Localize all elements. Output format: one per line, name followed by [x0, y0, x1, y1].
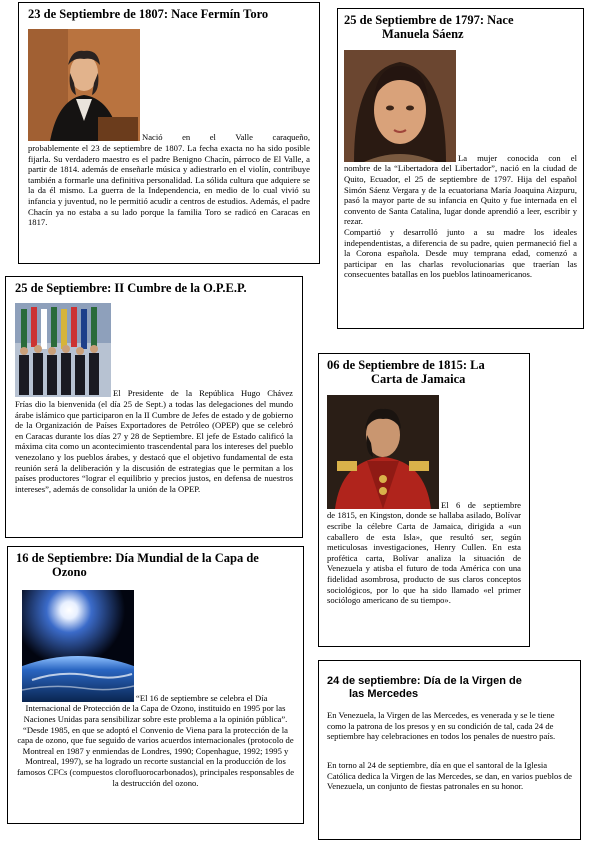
portrait-bolivar-image — [327, 395, 439, 509]
article-body: nombre de la “Libertadora del Libertador”, nació en la ciudad de Quito, Ecuador, el 25 de septiembre de 1797. Hija del español Simón Sáenz Vergara y de la ecuatoriana María Joaquina Aizpuru, pasó la mayor parte de su infancia en Quito y fue internada en el convento de Santa Catalina, lugar donde aprendió a leer, escribir y rezar. — [344, 163, 577, 227]
article-body-2: Compartió y desarrolló junto a su madre los ideales independentistas, a diferencia de su padre, quien permaneció fiel a la Corona española. Desde muy temprana edad, comenzó a participar en las charlas revolucionarias que traerían las consecuentes batallas en los pueblos latinoamericanos. — [344, 226, 577, 280]
article-title: 06 de Septiembre de 1815: La Carta de Jamaica — [327, 358, 485, 387]
article-opep-summit — [5, 276, 303, 538]
article-fermin-toro — [18, 2, 320, 264]
opep-summit-photo-image — [15, 303, 111, 397]
earth-sun-space-image — [22, 590, 134, 702]
article-virgen-mercedes — [318, 660, 581, 840]
article-body: de 1815, en Kingston, donde se hallaba asilado, Bolívar escribe la célebre Carta de Jamaica, dirigida a «un caballero de esta Isla», que resultó ser, según meticulosas investigaciones, Henry Cullen. En esta profética carta, Bolívar analiza la situación de Venezuela y atisba el futuro de toda América con una fidelidad asombrosa, producto de sus claros conceptos sociológicos, por lo que ha sido llamado «el primer sociólogo americano de su tiempo». — [327, 510, 521, 606]
article-carta-jamaica — [318, 353, 530, 647]
article-lead: El 6 de septiembre — [441, 499, 521, 510]
article-lead: El Presidente de la República Hugo Chávez — [113, 388, 293, 399]
article-ozono — [7, 546, 304, 824]
article-lead: La mujer conocida con el — [458, 152, 577, 163]
article-lead: Nació en el Valle caraqueño, — [142, 132, 310, 143]
article-paragraph-2: En torno al 24 de septiembre, día en que el santoral de la Iglesia Católica dedica la Virgen de las Mercedes, se dan, en varios pueblos de Venezuela, un conjunto de fiestas patronales en su honor. — [327, 760, 572, 792]
article-manuela-saenz — [337, 8, 584, 329]
portrait-fermin-toro-image — [28, 29, 140, 141]
article-title: 23 de Septiembre de 1807: Nace Fermín Toro — [28, 7, 269, 21]
article-title: 24 de septiembre: Día de la Virgen de las Mercedes — [327, 675, 522, 700]
article-lead: “El 16 de septiembre se celebra el Día — [136, 692, 268, 703]
article-title: 25 de Septiembre de 1797: Nace Manuela Sáenz — [344, 13, 514, 42]
article-title: 16 de Septiembre: Día Mundial de la Capa de Ozono — [16, 551, 259, 580]
article-body: Frías dio la bienvenida (el día 25 de Sept.) a todas las delegaciones del mundo árabe islámico que participaron en la II Cumbre de Jefes de estado y de gobierno de la Organización de Países Exportadores de Petróleo (OPEP) que se celebró en Caracas durante los días 27 y 28 de Septiembre. El jefe de Estado calificó la máxima cita como un acontecimiento trascendental para los intereses del pueblo venezolano y los pueblos árabes, y destacó que el objetivo fundamental de esta reunión será la deliberación y la discusión de estrategias que le permitan a los países productores “lograr el equilibrio y precios justos, en defensa de nuestros intereses”, además de consolidar la unión de la OPEP. — [15, 398, 293, 494]
portrait-manuela-saenz-image — [344, 50, 456, 162]
article-body: probablemente el 23 de septiembre de 1807. La fecha exacta no ha sido posible fijarla. Su verdadero maestro es el padre Benigno Chacín, párroco de El Valle, a partir de 1814. además de enseñarle música y adiestrarlo en el violín, contribuye también a formarle una definitiva personalidad. La sólida cultura que adquiere se la da él mismo. La guerra de la Independencia, en medio de lo cual vivió su infancia y juventud, no le permitió acudir a centros de estudios. Además, el padre Chacín ya no estaba a su lado porque la familia Toro se radicó en Caracas en 1817. — [28, 142, 310, 228]
article-body: Internacional de Protección de la Capa de Ozono, instituido en 1995 por las Naciones Unidas para sensibilizar sobre este problema a la opinión pública”. “Desde 1985, en que se adoptó el Convenio de Viena para la protección de la capa de ozono, que fue seguido de varios acuerdos internacionales (protocolo de Montreal en 1987 y enmiendas de Londres, 1990; Copenhague, 1992; 1995 y Montreal, 1997), se ha logrado un recorte sustancial en la producción de los famosos CFCs (compuestos clorofluorocarbonados), principales responsables de la destrucción del ozono. — [16, 703, 295, 788]
article-title: 25 de Septiembre: II Cumbre de la O.P.E.P. — [15, 281, 247, 295]
article-paragraph-1: En Venezuela, la Virgen de las Mercedes, es venerada y se le tiene como la patrona de los presos y en su condición de tal, cada 24 de septiembre hay celebraciones en todos los penales de nuestro país. — [327, 710, 556, 742]
